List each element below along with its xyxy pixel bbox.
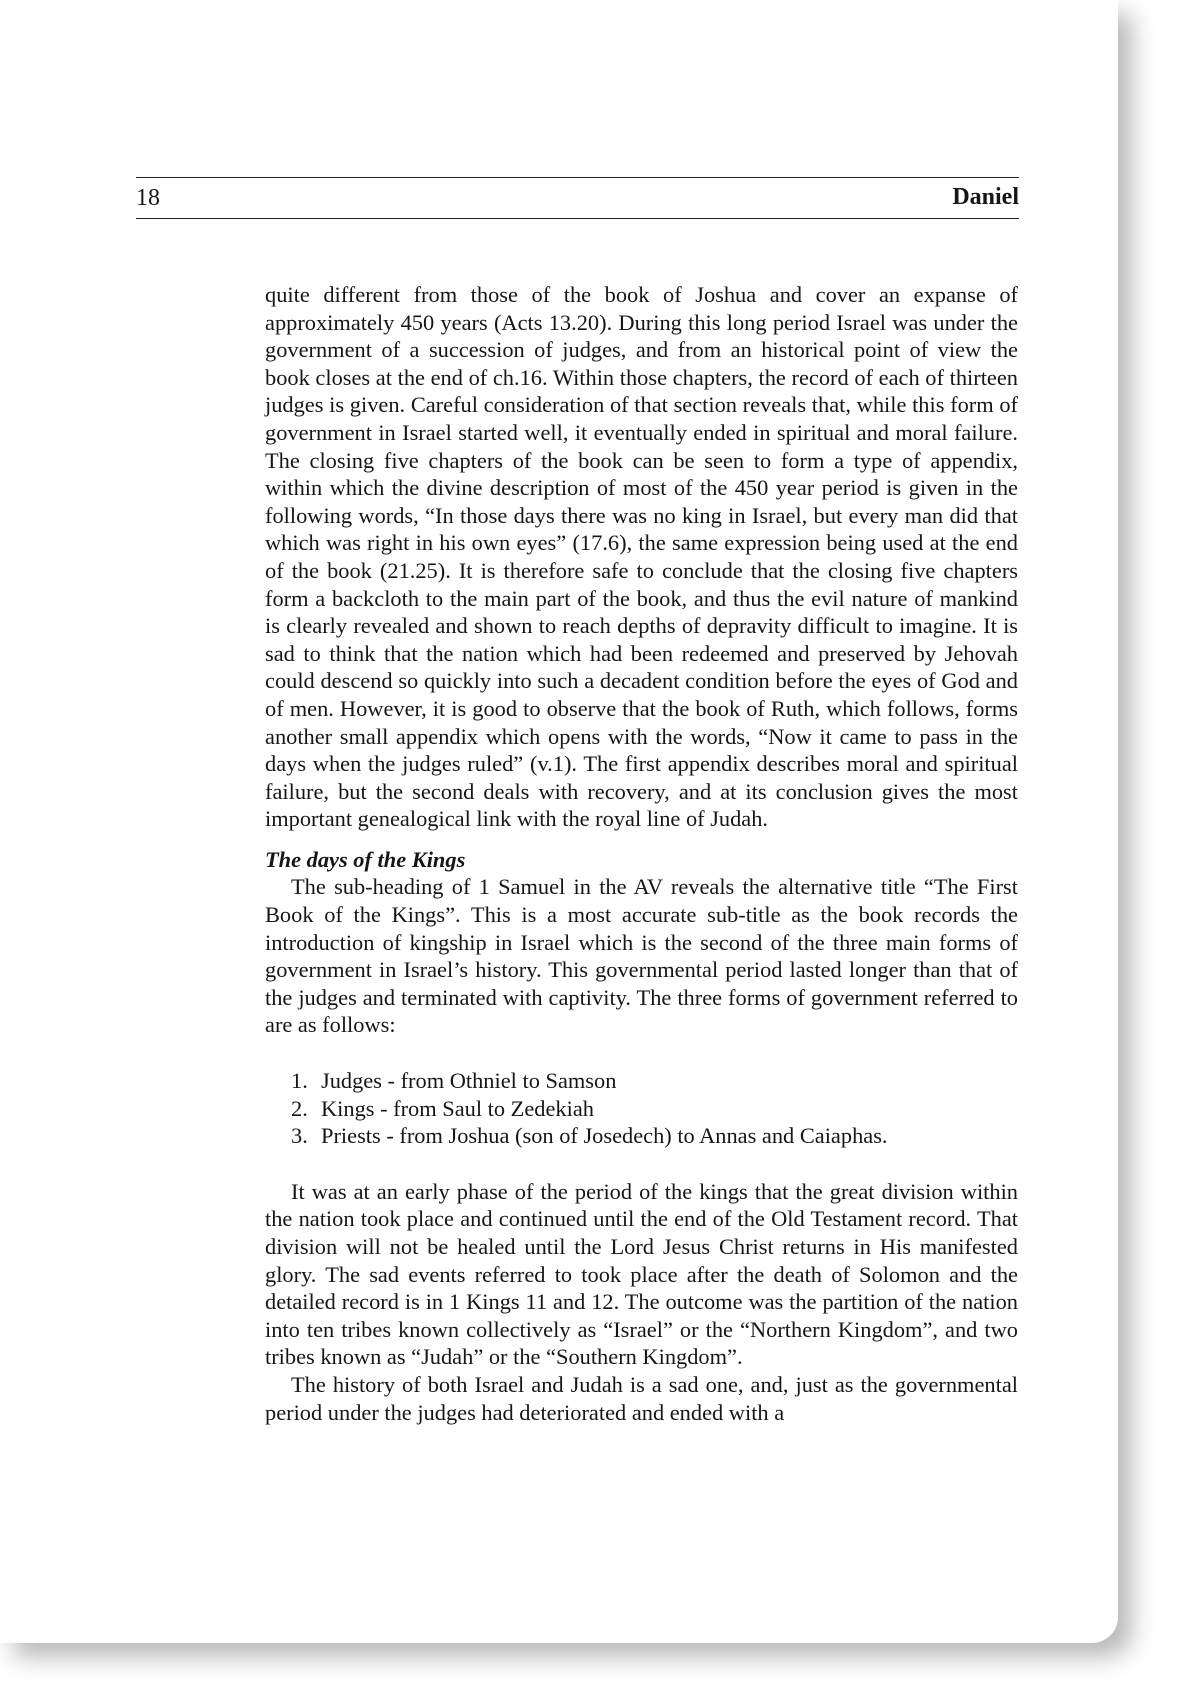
list-item-text: Priests - from Joshua (son of Josedech) to Annas and Caiaphas. [321, 1123, 888, 1149]
list-item-number: 3. [291, 1123, 308, 1149]
list-item-text: Kings - from Saul to Zedekiah [321, 1095, 594, 1121]
paragraph-division: It was at an early phase of the period of the kings that the great division within the nation took place and continued until the end of the Old Testament record. That division will not be healed until the Lord Jesus Christ returns in His manifested glory. The sad events referred to took place after the death of Solomon and the detailed record is in 1 Kings 11 and 12. The outcome was the partition of the nation into ten tribes known collectively as “Israel” or the “Northern Kingdom”, and two tribes known as “Judah” or the “Southern Kingdom”. [265, 1178, 1018, 1370]
list-item-number: 2. [291, 1095, 308, 1121]
paragraph-judges-period: quite different from those of the book of Joshua and cover an expanse of approximately 450 years (Acts 13.20). During this long period Israel was under the government of a succession of judges, and from an historical point of view the book closes at the end of ch.16. Within those chapters, the record of each of thirteen judges is given. Careful consideration of that section reveals that, while this form of government in Israel started well, it eventually ended in spiritual and moral failure. The closing five chapters of the book can be seen to form a type of appendix, within which the divine description of most of the 450 year period is given in the following words, “In those days there was no king in Israel, but every man did that which was right in his own eyes” (17.6), the same expression being used at the end of the book (21.25). It is therefore safe to conclude that the closing five chapters form a backcloth to the main part of the book, and thus the evil nature of mankind is clearly revealed and shown to reach depths of depravity difficult to imagine. It is sad to think that the nation which had been redeemed and preserved by Jehovah could descend so quickly into such a decadent condition before the eyes of God and of men. However, it is good to observe that the book of Ruth, which follows, forms another small appendix which opens with the words, “Now it came to pass in the days when the judges ruled” (v.1). The first appendix describes moral and spiritual failure, but the second deals with recovery, and at its conclusion gives the most important genealogical link with the royal line of Judah. [265, 282, 1018, 832]
section-heading: The days of the Kings [265, 846, 466, 872]
list-item-number: 1. [291, 1068, 308, 1094]
government-forms-list [265, 1067, 1018, 1150]
running-header [136, 177, 1019, 219]
book-title: Daniel [952, 184, 1019, 210]
list-item [265, 1095, 1018, 1123]
list-item-text: Judges - from Othniel to Samson [321, 1068, 617, 1094]
page-number: 18 [136, 185, 160, 211]
list-item [265, 1067, 1018, 1095]
list-item [265, 1122, 1018, 1150]
paragraph-kings-intro: The sub-heading of 1 Samuel in the AV reveals the alternative title “The First Book of the Kings”. This is a most accurate sub-title as the book records the introduction of kingship in Israel which is the second of the three main forms of government in Israel’s history. This governmental period lasted longer than that of the judges and terminated with captivity. The three forms of government referred to are as follows: [265, 874, 1018, 1038]
body-text [265, 281, 1018, 1426]
paragraph-history: The history of both Israel and Judah is a sad one, and, just as the governmental period under the judges had deteriorated and ended with a [265, 1371, 1018, 1425]
